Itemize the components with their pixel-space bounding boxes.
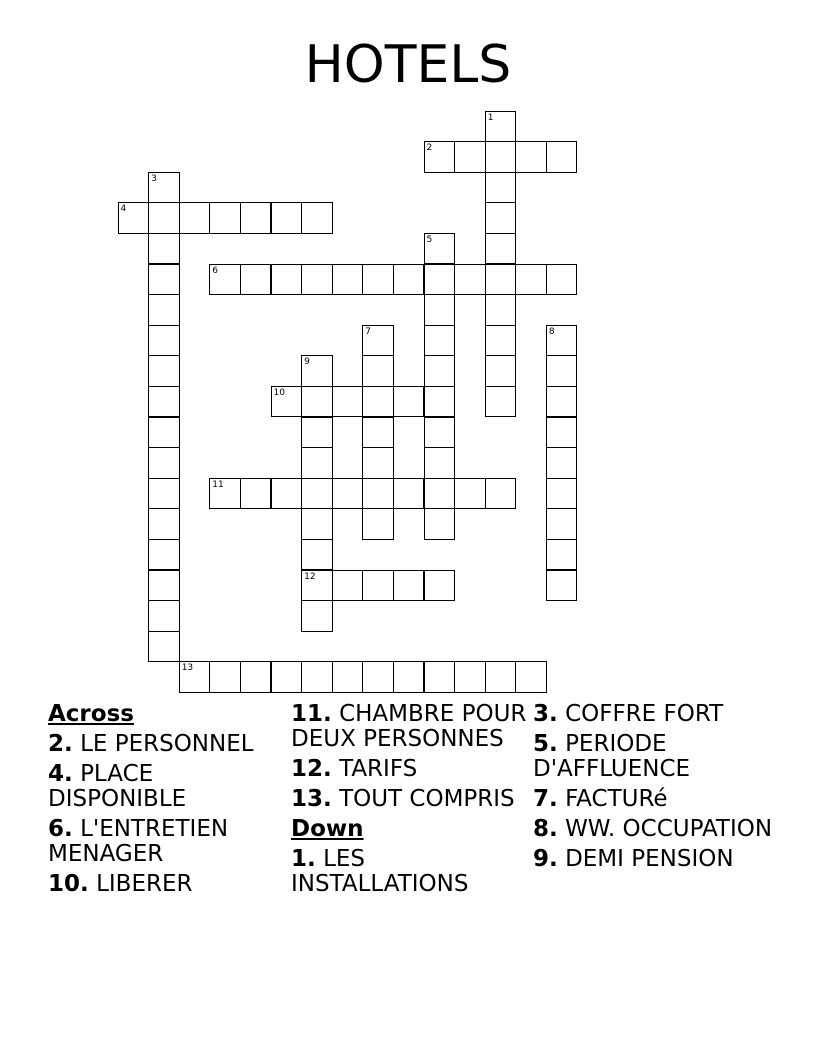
grid-cell[interactable]	[546, 417, 578, 449]
grid-cell[interactable]	[332, 478, 364, 510]
grid-cell[interactable]	[362, 661, 394, 693]
cell-number: 1	[487, 112, 494, 123]
grid-cell[interactable]	[118, 202, 150, 234]
grid-cell[interactable]	[393, 264, 425, 296]
grid-cell[interactable]	[485, 661, 517, 693]
grid-cell[interactable]	[515, 661, 547, 693]
grid-cell[interactable]	[454, 141, 486, 173]
grid-cell[interactable]	[546, 508, 578, 540]
grid-cell[interactable]	[424, 355, 456, 387]
cell-number: 13	[181, 663, 194, 674]
clue-text: CHAMBRE POUR DEUX PERSONNES	[291, 701, 527, 752]
grid-cell[interactable]	[485, 294, 517, 326]
clue-text: L'ENTRETIEN MENAGER	[48, 816, 229, 867]
clue-text: LES INSTALLATIONS	[291, 846, 469, 897]
cell-number: 7	[365, 326, 372, 337]
grid-cell[interactable]	[485, 233, 517, 265]
grid-cell[interactable]	[179, 202, 211, 234]
grid-cell[interactable]	[485, 355, 517, 387]
grid-cell[interactable]	[301, 202, 333, 234]
grid-cell[interactable]	[393, 386, 425, 418]
grid-cell[interactable]	[362, 264, 394, 296]
grid-cell[interactable]	[546, 539, 578, 571]
grid-cell[interactable]	[362, 355, 394, 387]
grid-cell[interactable]	[362, 447, 394, 479]
grid-cell[interactable]	[240, 478, 272, 510]
clue-number: 4.	[48, 761, 73, 787]
grid-cell[interactable]	[148, 202, 180, 234]
clue-down-8	[533, 817, 773, 842]
clue-number: 12.	[291, 756, 332, 782]
grid-cell[interactable]	[332, 264, 364, 296]
grid-cell[interactable]	[485, 478, 517, 510]
grid-cell[interactable]	[454, 661, 486, 693]
clue-number: 5.	[533, 731, 558, 757]
grid-cell[interactable]	[148, 417, 180, 449]
grid-cell[interactable]	[148, 539, 180, 571]
clue-down-1	[291, 847, 531, 897]
clue-number: 1.	[291, 846, 316, 872]
clue-number: 13.	[291, 786, 332, 812]
cell-number: 10	[273, 387, 285, 398]
clue-across-13	[291, 787, 531, 812]
grid-cell[interactable]	[485, 172, 517, 204]
clue-text: FACTURé	[565, 786, 668, 812]
grid-cell[interactable]	[271, 478, 303, 510]
grid-cell[interactable]	[424, 264, 456, 296]
clue-across-2	[48, 732, 288, 757]
grid-cell[interactable]	[332, 386, 364, 418]
grid-cell[interactable]	[546, 355, 578, 387]
grid-cell[interactable]	[148, 294, 180, 326]
grid-cell[interactable]	[424, 141, 456, 173]
clue-down-7	[533, 787, 773, 812]
grid-cell[interactable]	[454, 264, 486, 296]
clue-number: 2.	[48, 731, 73, 757]
clue-across-11	[291, 702, 531, 752]
grid-cell[interactable]	[271, 661, 303, 693]
grid-cell[interactable]	[424, 386, 456, 418]
cell-number: 2	[426, 143, 433, 154]
grid-cell[interactable]	[148, 172, 180, 204]
clue-text: LIBERER	[96, 871, 193, 897]
cell-number: 6	[212, 265, 219, 276]
grid-cell[interactable]	[148, 508, 180, 540]
grid-cell[interactable]	[148, 355, 180, 387]
cell-number: 12	[304, 571, 316, 582]
grid-cell[interactable]	[148, 570, 180, 602]
grid-cell[interactable]	[546, 264, 578, 296]
grid-cell[interactable]	[148, 386, 180, 418]
clues-column-3	[533, 702, 773, 877]
grid-cell[interactable]	[362, 478, 394, 510]
grid-cell[interactable]	[362, 508, 394, 540]
grid-cell[interactable]	[424, 508, 456, 540]
grid-cell[interactable]	[240, 202, 272, 234]
clue-across-6	[48, 817, 288, 867]
across-heading: Across	[48, 701, 134, 727]
clue-number: 6.	[48, 816, 73, 842]
grid-cell[interactable]	[301, 478, 333, 510]
grid-cell[interactable]	[301, 386, 333, 418]
grid-cell[interactable]	[485, 111, 517, 143]
clue-text: PLACE DISPONIBLE	[48, 761, 187, 812]
grid-cell[interactable]	[485, 386, 517, 418]
grid-cell[interactable]	[546, 570, 578, 602]
grid-cell[interactable]	[148, 631, 180, 663]
grid-cell[interactable]	[301, 355, 333, 387]
grid-cell[interactable]	[485, 141, 517, 173]
grid-cell[interactable]	[485, 325, 517, 357]
clue-number: 3.	[533, 701, 558, 727]
clues-column-1	[48, 702, 288, 902]
grid-cell[interactable]	[148, 233, 180, 265]
grid-cell[interactable]	[424, 661, 456, 693]
grid-cell[interactable]	[424, 325, 456, 357]
grid-cell[interactable]	[148, 447, 180, 479]
grid-cell[interactable]	[301, 600, 333, 632]
cell-number: 3	[151, 173, 157, 184]
grid-cell[interactable]	[271, 386, 303, 418]
grid-cell[interactable]	[301, 264, 333, 296]
grid-cell[interactable]	[485, 264, 517, 296]
grid-cell[interactable]	[362, 570, 394, 602]
clues-column-2	[291, 702, 531, 902]
grid-cell[interactable]	[424, 478, 456, 510]
grid-cell[interactable]	[424, 294, 456, 326]
grid-cell[interactable]	[148, 325, 180, 357]
grid-cell[interactable]	[301, 661, 333, 693]
grid-cell[interactable]	[454, 478, 486, 510]
clue-across-10	[48, 872, 288, 897]
cell-number: 9	[304, 357, 310, 368]
grid-cell[interactable]	[546, 386, 578, 418]
grid-cell[interactable]	[271, 264, 303, 296]
clue-number: 7.	[533, 786, 558, 812]
grid-cell[interactable]	[332, 661, 364, 693]
grid-cell[interactable]	[148, 600, 180, 632]
grid-cell[interactable]	[424, 233, 456, 265]
grid-cell[interactable]	[301, 539, 333, 571]
grid-cell[interactable]	[240, 661, 272, 693]
cell-number: 4	[120, 204, 127, 215]
clue-down-3	[533, 702, 773, 727]
grid-cell[interactable]	[424, 417, 456, 449]
cell-number: 5	[426, 234, 433, 245]
grid-cell[interactable]	[209, 478, 241, 510]
grid-cell[interactable]	[301, 417, 333, 449]
cell-number: 11	[212, 479, 224, 490]
clue-text: LE PERSONNEL	[80, 731, 254, 757]
grid-cell[interactable]	[240, 264, 272, 296]
grid-cell[interactable]	[362, 417, 394, 449]
grid-cell[interactable]	[148, 478, 180, 510]
clue-number: 9.	[533, 846, 558, 872]
grid-cell[interactable]	[301, 508, 333, 540]
clue-number: 11.	[291, 701, 332, 727]
clue-down-9	[533, 847, 773, 872]
clue-number: 10.	[48, 871, 89, 897]
grid-cell[interactable]	[209, 264, 241, 296]
grid-cell[interactable]	[546, 325, 578, 357]
grid-cell[interactable]	[148, 264, 180, 296]
clue-across-12	[291, 757, 531, 782]
grid-cell[interactable]	[301, 570, 333, 602]
grid-cell[interactable]	[515, 264, 547, 296]
grid-cell[interactable]	[301, 447, 333, 479]
clue-text: COFFRE FORT	[565, 701, 724, 727]
grid-cell[interactable]	[362, 325, 394, 357]
grid-cell[interactable]	[393, 570, 425, 602]
grid-cell[interactable]	[332, 570, 364, 602]
clue-down-5	[533, 732, 773, 782]
clue-text: TOUT COMPRIS	[339, 786, 515, 812]
grid-cell[interactable]	[424, 447, 456, 479]
clue-text: TARIFS	[339, 756, 418, 782]
clue-across-4	[48, 762, 288, 812]
clue-text: WW. OCCUPATION	[565, 816, 773, 842]
grid-cell[interactable]	[393, 478, 425, 510]
grid-cell[interactable]	[209, 202, 241, 234]
grid-cell[interactable]	[424, 570, 456, 602]
grid-cell[interactable]	[362, 386, 394, 418]
grid-cell[interactable]	[485, 202, 517, 234]
puzzle-title: HOTELS	[304, 35, 512, 95]
grid-cell[interactable]	[393, 661, 425, 693]
clue-number: 8.	[533, 816, 558, 842]
clue-text: DEMI PENSION	[565, 846, 734, 872]
clue-text: PERIODE D'AFFLUENCE	[533, 731, 691, 782]
grid-cell[interactable]	[546, 447, 578, 479]
down-heading: Down	[291, 816, 364, 842]
grid-cell[interactable]	[179, 661, 211, 693]
grid-cell[interactable]	[546, 478, 578, 510]
grid-cell[interactable]	[209, 661, 241, 693]
grid-cell[interactable]	[515, 141, 547, 173]
grid-cell[interactable]	[546, 141, 578, 173]
grid-cell[interactable]	[271, 202, 303, 234]
cell-number: 8	[548, 326, 555, 337]
